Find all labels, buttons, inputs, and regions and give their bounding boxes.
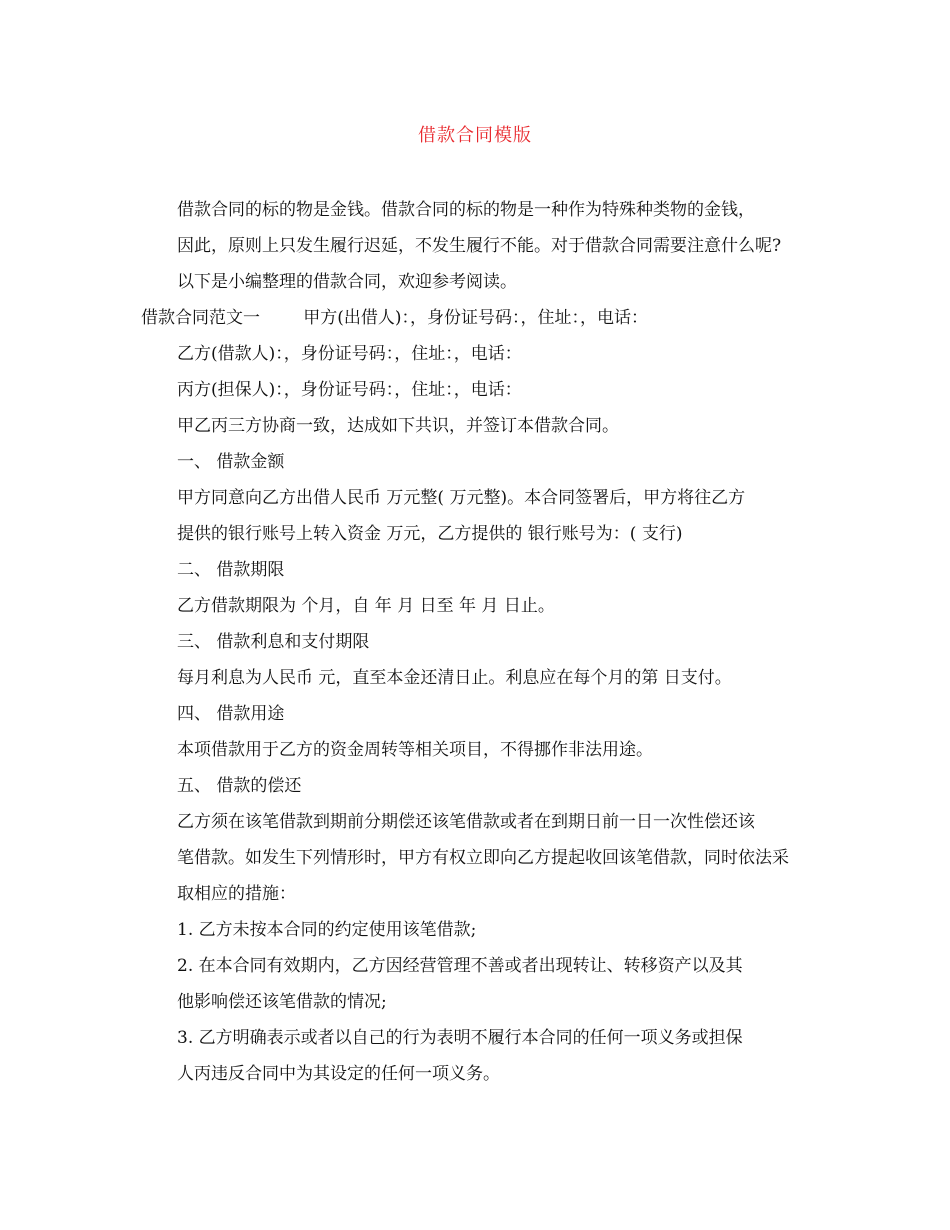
text-line: 2. 在本合同有效期内，乙方因经营管理不善或者出现转让、转移资产以及其 bbox=[177, 956, 743, 976]
paragraph bbox=[141, 948, 813, 1020]
paragraph bbox=[141, 192, 813, 300]
paragraph bbox=[141, 336, 813, 372]
text-line: 借款合同的标的物是金钱。借款合同的标的物是一种作为特殊种类物的金钱， bbox=[177, 200, 755, 220]
text-line: 二、 借款期限 bbox=[177, 560, 285, 580]
paragraph bbox=[141, 804, 813, 912]
paragraph bbox=[141, 408, 813, 444]
text-line: 他影响偿还该笔借款的情况; bbox=[177, 992, 387, 1012]
text-line: 丙方(担保人)：，身份证号码：，住址：，电话： bbox=[177, 380, 522, 400]
paragraph bbox=[141, 768, 813, 804]
text-line: 五、 借款的偿还 bbox=[177, 776, 302, 796]
text-line: 每月利息为人民币 元，直至本金还清日止。利息应在每个月的第 日支付。 bbox=[177, 668, 732, 688]
text-line: 人丙违反合同中为其设定的任何一项义务。 bbox=[177, 1064, 500, 1084]
text-line: 甲方同意向乙方出借人民币 万元整( 万元整)。本合同签署后，甲方将往乙方 bbox=[177, 488, 746, 508]
document-title: 借款合同模版 bbox=[418, 125, 532, 146]
text-line: 甲乙丙三方协商一致，达成如下共识，并签订本借款合同。 bbox=[177, 416, 619, 436]
paragraph bbox=[141, 480, 813, 552]
paragraph bbox=[141, 372, 813, 408]
text-line: 本项借款用于乙方的资金周转等相关项目，不得挪作非法用途。 bbox=[177, 740, 653, 760]
text-line: 取相应的措施： bbox=[177, 884, 296, 904]
text-line: 一、 借款金额 bbox=[177, 452, 285, 472]
text-line: 因此，原则上只发生履行迟延，不发生履行不能。对于借款合同需要注意什么呢? bbox=[177, 236, 782, 256]
paragraph bbox=[141, 624, 813, 660]
paragraph bbox=[141, 660, 813, 696]
document-body bbox=[141, 192, 813, 1092]
text-line: 三、 借款利息和支付期限 bbox=[177, 632, 370, 652]
text-line: 借款合同范文一 甲方(出借人)：，身份证号码：，住址：，电话： bbox=[141, 308, 648, 328]
text-line: 四、 借款用途 bbox=[177, 704, 285, 724]
paragraph bbox=[141, 732, 813, 768]
text-line: 乙方(借款人)：，身份证号码：，住址：，电话： bbox=[177, 344, 522, 364]
text-line: 乙方借款期限为 个月，自 年 月 日至 年 月 日止。 bbox=[177, 596, 555, 616]
paragraph bbox=[141, 300, 813, 336]
paragraph bbox=[141, 696, 813, 732]
paragraph bbox=[141, 912, 813, 948]
paragraph bbox=[141, 552, 813, 588]
text-line: 以下是小编整理的借款合同，欢迎参考阅读。 bbox=[177, 272, 517, 292]
text-line: 提供的银行账号上转入资金 万元，乙方提供的 银行账号为：( 支行) bbox=[177, 524, 683, 544]
text-line: 乙方须在该笔借款到期前分期偿还该笔借款或者在到期日前一日一次性偿还该 bbox=[177, 812, 755, 832]
paragraph bbox=[141, 1020, 813, 1092]
paragraph bbox=[141, 444, 813, 480]
text-line: 3. 乙方明确表示或者以自己的行为表明不履行本合同的任何一项义务或担保 bbox=[177, 1028, 743, 1048]
paragraph bbox=[141, 588, 813, 624]
text-line: 1. 乙方未按本合同的约定使用该笔借款; bbox=[177, 920, 477, 940]
text-line: 笔借款。如发生下列情形时，甲方有权立即向乙方提起收回该笔借款，同时依法采 bbox=[177, 848, 789, 868]
